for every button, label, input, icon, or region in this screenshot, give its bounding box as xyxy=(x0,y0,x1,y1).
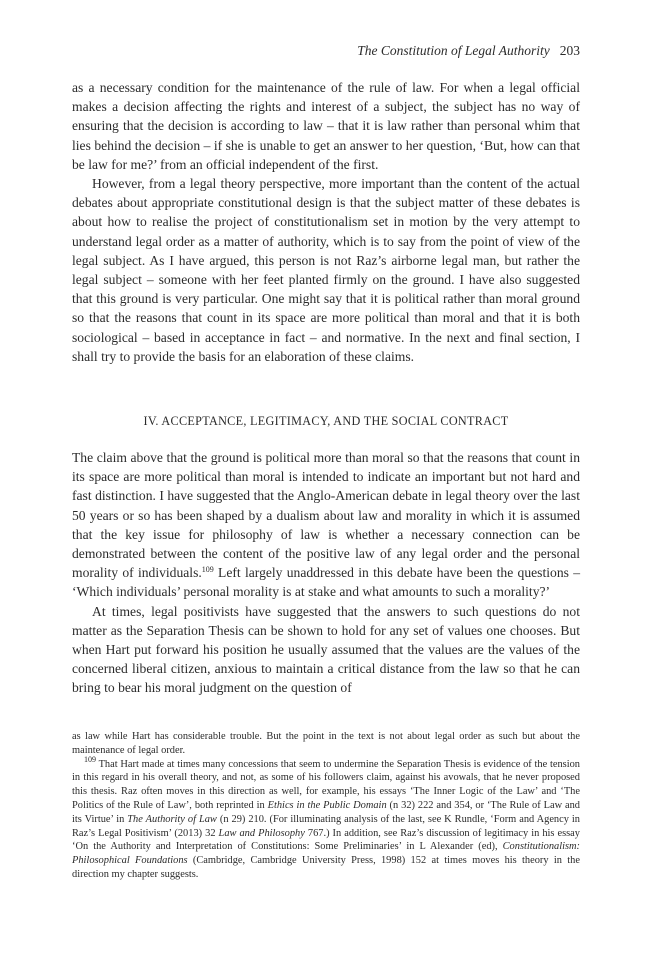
footnote-number: 109 xyxy=(84,754,96,764)
footnote-text: (n 29) 210. (For illuminating analysis of the last, see K Rundle, ‘Form and Agency in Raz’s Legal Positivism’ (2013) 32 xyxy=(72,813,581,839)
body-text-section-1 xyxy=(72,78,580,366)
footnote-text: (Cambridge, Cambridge University Press, 1998) 152 at times moves his theory in the direction my chapter suggests. xyxy=(72,855,580,880)
section-heading: IV. ACCEPTANCE, LEGITIMACY, AND THE SOCIAL CONTRACT xyxy=(143,414,509,428)
page-number: 203 xyxy=(559,43,580,58)
cited-title: Law and Philosophy xyxy=(218,827,305,839)
footnote-109 xyxy=(72,754,581,882)
cited-title: Constitutionalism: Philosophical Foundations xyxy=(72,841,580,867)
paragraph-text: Left largely unaddressed in this debate have been the questions – ‘Which individuals’ personal morality is at stake and what amounts to such a morality?’ xyxy=(72,565,580,600)
body-text-section-2 xyxy=(72,448,580,698)
footnotes xyxy=(72,730,580,882)
paragraph: as a necessary condition for the maintenance of the rule of law. For when a legal official makes a decision affecting the rights and interest of a subject, the subject has no way of ensuring that the decision is according to law – that it is law rather than personal whim that lies behind the decision – if she is unable to get an answer to her question, ‘But, how can that be law for me?’ from an official independent of the first. xyxy=(72,80,580,172)
footnote-text: (n 32) 222 and 354, or ‘The Rule of Law and its Virtue’ in xyxy=(72,799,580,825)
running-head xyxy=(72,43,580,59)
paragraph-text: The claim above that the ground is political more than moral so that the reasons that count in its space are more political than moral is intended to indicate an important but not hard and fast distinction. I have suggested that the Anglo-American debate in legal theory over the last 50 years or so has been shaped by a dualism about law and morality in which it is assumed that the key issue for philosophy of law is whether a necessary connection can be demonstrated between the content of the positive law of any legal order and the personal morality of individuals. xyxy=(72,450,580,581)
footnote-text: 767.) In addition, see Raz’s discussion of legitimacy in his essay ‘On the Authority and Interpretation of Constitutions: Some Preliminaries’ in L Alexander (ed), xyxy=(72,827,580,853)
footnote-reference[interactable]: 109 xyxy=(201,565,214,575)
paragraph: At times, legal positivists have suggested that the answers to such questions do not matter as the Separation Thesis can be shown to hold for any set of values one chooses. But when Hart put forward his position he usually assumed that the values are the values of the concerned liberal citizen, anxious to maintain a critical distance from the law so that he can bring to bear his moral judgment on the question of xyxy=(72,603,580,696)
paragraph: However, from a legal theory perspective, more important than the content of the actual debates about appropriate constitutional design is that the subject matter of these debates is about how to realise the project of constitutionalism set in motion by the very attempt to understand legal order as a matter of authority, which is to say from the point of view of the legal subject. As I have argued, this person is not Raz’s airborne legal man, but rather the legal subject – someone with her feet planted firmly on the ground. I have also suggested that this ground is very particular. One might say that it is political rather than moral ground so that the reasons that count in its space are more political than moral and that it is both sociological – based in acceptance in fact – and normative. In the next and final section, I shall try to provide the basis for an elaboration of these claims. xyxy=(72,176,580,364)
footnote-text: That Hart made at times many concessions that seem to undermine the Separation Thesis is evidence of the tension in this regard in his overall theory, and not, as some of his followers claim, against his avowals, that he never proposed this thesis. Raz often moves in this direction as well, for example, his essays ‘The Inner Logic of the Law’ and ‘The Politics of the Rule of Law’, both reprinted in xyxy=(72,758,580,811)
paragraph xyxy=(72,448,580,602)
cited-title: Ethics in the Public Domain xyxy=(267,799,387,811)
footnote-continued: as law while Hart has considerable trouble. But the point in the text is not about legal order as such but about the maintenance of legal order. xyxy=(72,731,580,756)
running-title: The Constitution of Legal Authority xyxy=(357,43,550,58)
cited-title: The Authority of Law xyxy=(127,813,217,825)
